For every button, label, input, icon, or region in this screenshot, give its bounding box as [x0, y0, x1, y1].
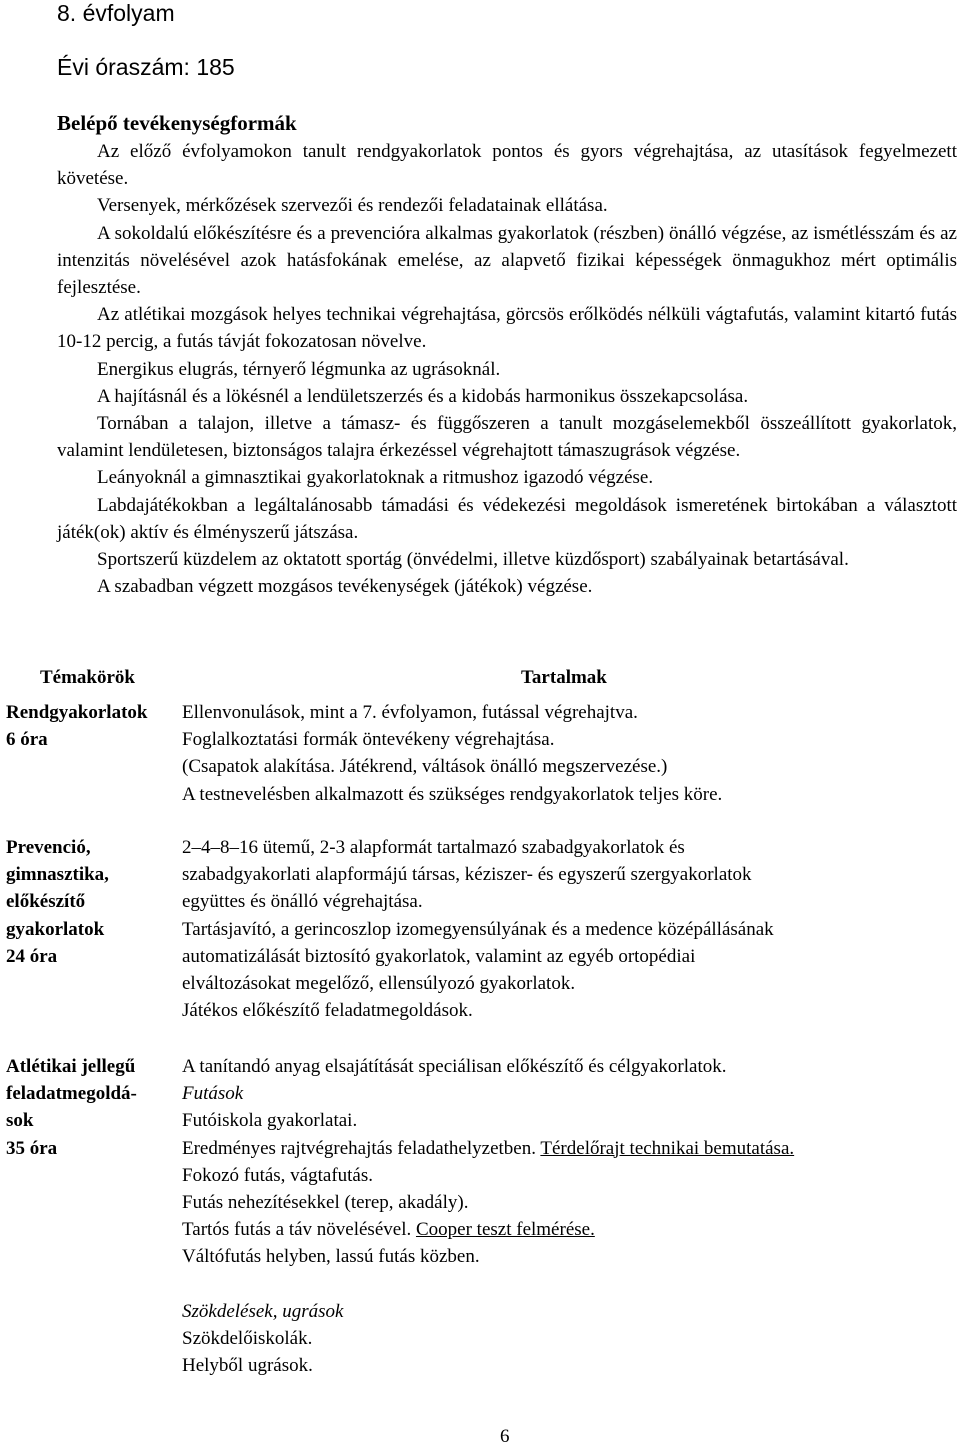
topic-line: feladatmegoldá-: [6, 1083, 137, 1105]
entry-paragraph: A hajításnál és a lökésnél a lendületszerzés és a kidobás harmonikus összekapcsolása.: [97, 385, 749, 407]
content-line: (Csapatok alakítása. Játékrend, váltások önálló megszervezése.): [182, 756, 668, 778]
topic-hours: 6 óra: [6, 729, 48, 751]
start-demo-underlined: Térdelőrajt technikai bemutatása.: [540, 1137, 795, 1159]
content-line: együttes és önálló végrehajtása.: [182, 891, 423, 913]
content-line: automatizálását biztosító gyakorlatok, valamint az egyéb ortopédiai: [182, 945, 696, 967]
content-line: Futóiskola gyakorlatai.: [182, 1110, 358, 1132]
topic-line: Atlétikai jellegű: [6, 1056, 136, 1077]
content-line: [182, 1216, 952, 1243]
content-line: A tanítandó anyag elsajátítását speciálisan előkészítő és célgyakorlatok.: [182, 1056, 727, 1077]
entry-paragraph: Az atlétikai mozgások helyes technikai végrehajtása, görcsös erőlködés nélküli vágtafutás, valamint kitartó futás 10-12 percig, a futás távját fokozatosan növelve.: [57, 304, 957, 353]
entry-paragraph: Az előző évfolyamokon tanult rendgyakorlatok pontos és gyors végrehajtása, az utasítások fegyelmezett követése.: [57, 141, 957, 190]
content-line: elváltozásokat megelőző, ellensúlyozó gyakorlatok.: [182, 973, 576, 995]
content-line: Foglalkoztatási formák öntevékeny végrehajtása.: [182, 729, 555, 751]
entry-activities-heading: Belépő tevékenységformák: [57, 111, 297, 135]
topic-line: sok: [6, 1110, 34, 1132]
content-line: szabadgyakorlati alapformájú társas, kéziszer- és egyszerű szergyakorlatok: [182, 864, 752, 886]
content-line: [182, 1135, 952, 1162]
topics-column-header: Témakörök: [40, 667, 135, 688]
content-line: Helyből ugrások.: [182, 1355, 313, 1377]
content-line: Játékos előkészítő feladatmegoldások.: [182, 1000, 473, 1022]
endurance-text: Tartós futás a táv növelésével.: [182, 1219, 412, 1241]
content-line: 2–4–8–16 ütemű, 2-3 alapformát tartalmazó szabadgyakorlatok és: [182, 837, 685, 858]
entry-activities-section: [57, 138, 957, 600]
cooper-test-underlined: Cooper teszt felmérése.: [415, 1219, 595, 1241]
topic-hours: 35 óra: [6, 1137, 58, 1159]
contents-column-header: Tartalmak: [521, 667, 607, 688]
content-line: Szökdelőiskolák.: [182, 1327, 313, 1349]
content-line: Futás nehezítésekkel (terep, akadály).: [182, 1192, 469, 1214]
topic-line: gyakorlatok: [6, 918, 105, 940]
entry-paragraph: Leányoknál a gimnasztikai gyakorlatoknak a ritmushoz igazodó végzése.: [97, 467, 654, 489]
topic-drill: [6, 699, 147, 753]
topic-athletics: [6, 1053, 137, 1162]
annual-hours-title: Évi óraszám: 185: [57, 54, 235, 80]
content-line: Tartásjavító, a gerincoszlop izomegyensúlyának és a medence középállásának: [182, 918, 774, 940]
content-athletics: [182, 1053, 952, 1379]
topic-line: Rendgyakorlatok: [6, 702, 148, 723]
entry-paragraph: Sportszerű küzdelem az oktatott sportág (önvédelmi, illetve küzdősport) szabályainak betartásával.: [97, 549, 849, 571]
entry-paragraph: A sokoldalú előkészítésre és a prevencióra alkalmas gyakorlatok (részben) önálló végzése, az ismétlésszám és az intenzitás növelésével azok hatásfokának emelése, az alapvető fizikai képességek önmagukhoz mért optimális fejlesztése.: [57, 222, 957, 299]
entry-paragraph: Labdajátékokban a legáltalánosabb támadási és védekezési megoldások ismeretének birtokában a választott játék(ok) aktív és élményszerű játszása.: [57, 494, 957, 543]
content-line: Fokozó futás, vágtafutás.: [182, 1164, 374, 1186]
blank-line: [182, 1271, 952, 1298]
start-text: Eredményes rajtvégrehajtás feladathelyzetben.: [182, 1137, 536, 1159]
page-number: 6: [500, 1426, 510, 1447]
topic-line: előkészítő: [6, 891, 86, 913]
topic-line: Prevenció,: [6, 837, 91, 858]
entry-paragraph: Tornában a talajon, illetve a támasz- és függőszeren a tanult mozgáselemekből összeállított gyakorlatok, valamint lendületesen, biztonságos talajra érkezéssel végrehajtott támaszugrások végzése.: [57, 413, 957, 462]
topic-hours: 24 óra: [6, 945, 58, 967]
subheading-running: Futások: [182, 1083, 244, 1105]
content-line: Váltófutás helyben, lassú futás közben.: [182, 1246, 480, 1268]
content-prevention: [182, 834, 952, 1024]
topic-prevention: [6, 834, 109, 970]
content-line: Ellenvonulások, mint a 7. évfolyamon, futással végrehajtva.: [182, 702, 638, 723]
entry-paragraph: A szabadban végzett mozgásos tevékenységek (játékok) végzése.: [97, 576, 593, 598]
entry-paragraph: Versenyek, mérkőzések szervezői és rendezői feladatainak ellátása.: [97, 195, 608, 217]
subheading-jumping: Szökdelések, ugrások: [182, 1300, 344, 1322]
topic-line: gimnasztika,: [6, 864, 109, 886]
content-drill: [182, 699, 952, 808]
grade-title: 8. évfolyam: [57, 0, 175, 26]
entry-paragraph: Energikus elugrás, térnyerő légmunka az ugrásoknál.: [97, 358, 501, 380]
content-line: A testnevelésben alkalmazott és szükséges rendgyakorlatok teljes köre.: [182, 783, 723, 805]
